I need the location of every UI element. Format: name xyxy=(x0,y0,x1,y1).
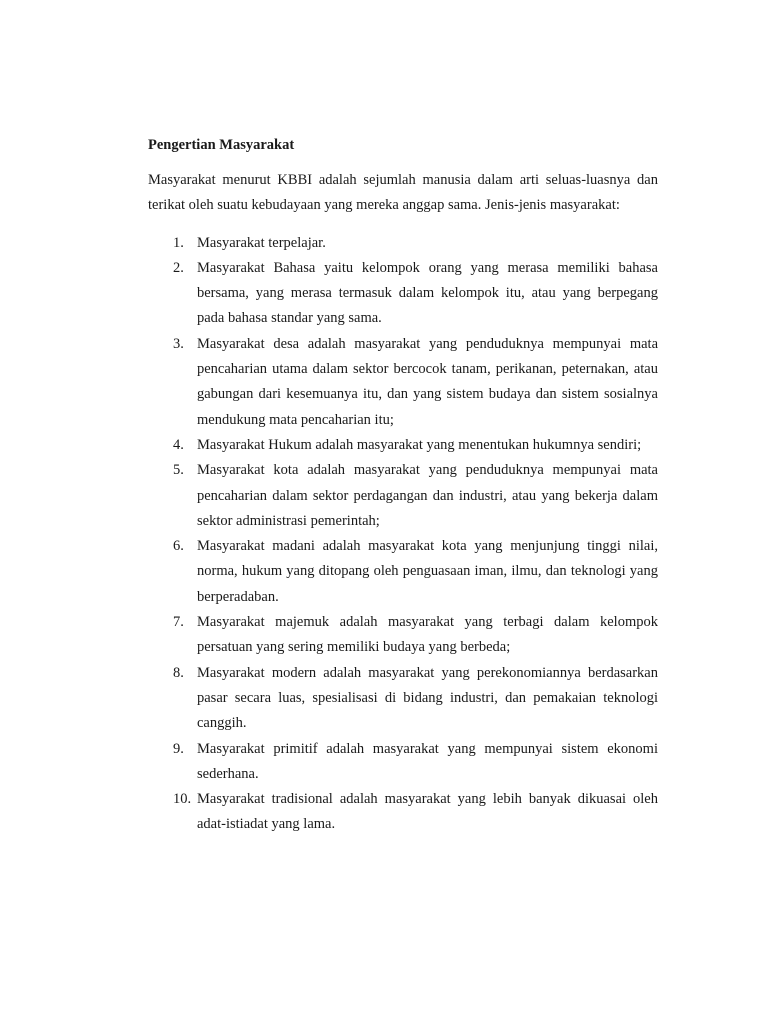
list-item-text: Masyarakat modern adalah masyarakat yang perekonomiannya berdasarkan pasar secara luas, spesialisasi di bidang industri, dan pemakaian teknologi canggih. xyxy=(197,664,658,732)
list-item xyxy=(148,787,658,838)
list-item xyxy=(148,610,658,661)
list-item-text: Masyarakat Hukum adalah masyarakat yang menentukan hukumnya sendiri; xyxy=(197,436,642,453)
list-item-text: Masyarakat desa adalah masyarakat yang penduduknya mempunyai mata pencaharian utama dalam sektor bercocok tanam, perikanan, peternakan, atau gabungan dari kesemuanya itu, dan yang sistem budaya dan sistem sosialnya mendukung mata pencaharian itu; xyxy=(197,335,658,428)
list-item-number: 3. xyxy=(173,335,184,352)
list-item-number: 6. xyxy=(173,538,184,555)
list-item xyxy=(148,332,658,433)
list-item xyxy=(148,737,658,788)
list-item-text: Masyarakat terpelajar. xyxy=(197,234,326,251)
list-item-number: 8. xyxy=(173,664,184,681)
list-item-number: 9. xyxy=(173,740,184,757)
list-item xyxy=(148,458,658,534)
list-item xyxy=(148,661,658,737)
list-item-number: 10. xyxy=(173,791,192,808)
intro-paragraph: Masyarakat menurut KBBI adalah sejumlah manusia dalam arti seluas-luasnya dan terikat oleh suatu kebudayaan yang mereka anggap sama. Jenis-jenis masyarakat: xyxy=(148,172,658,214)
list-item xyxy=(148,256,658,332)
list-item xyxy=(148,433,658,458)
list-item-text: Masyarakat tradisional adalah masyarakat yang lebih banyak dikuasai oleh adat-istiadat yang lama. xyxy=(197,791,658,833)
page-title: Pengertian Masyarakat xyxy=(148,137,295,153)
list-item-text: Masyarakat madani adalah masyarakat kota yang menjunjung tinggi nilai, norma, hukum yang ditopang oleh penguasaan iman, ilmu, dan teknologi yang berperadaban. xyxy=(197,538,658,605)
document-body xyxy=(148,135,658,838)
list-item-text: Masyarakat primitif adalah masyarakat yang mempunyai sistem ekonomi sederhana. xyxy=(197,740,658,782)
list-item-text: Masyarakat Bahasa yaitu kelompok orang yang merasa memiliki bahasa bersama, yang merasa termasuk dalam kelompok itu, atau yang berpegang pada bahasa standar yang sama. xyxy=(197,259,658,327)
list-item-number: 7. xyxy=(173,614,184,631)
list-item-number: 4. xyxy=(173,436,184,453)
types-list xyxy=(148,231,658,838)
list-item-number: 1. xyxy=(173,234,184,251)
list-item-number: 5. xyxy=(173,462,184,479)
list-item xyxy=(148,231,658,256)
list-item xyxy=(148,534,658,610)
list-item-text: Masyarakat majemuk adalah masyarakat yang terbagi dalam kelompok persatuan yang sering memiliki budaya yang berbeda; xyxy=(197,614,658,656)
list-item-text: Masyarakat kota adalah masyarakat yang penduduknya mempunyai mata pencaharian dalam sektor perdagangan dan industri, atau yang bekerja dalam sektor administrasi pemerintah; xyxy=(197,462,658,529)
list-item-number: 2. xyxy=(173,259,184,276)
